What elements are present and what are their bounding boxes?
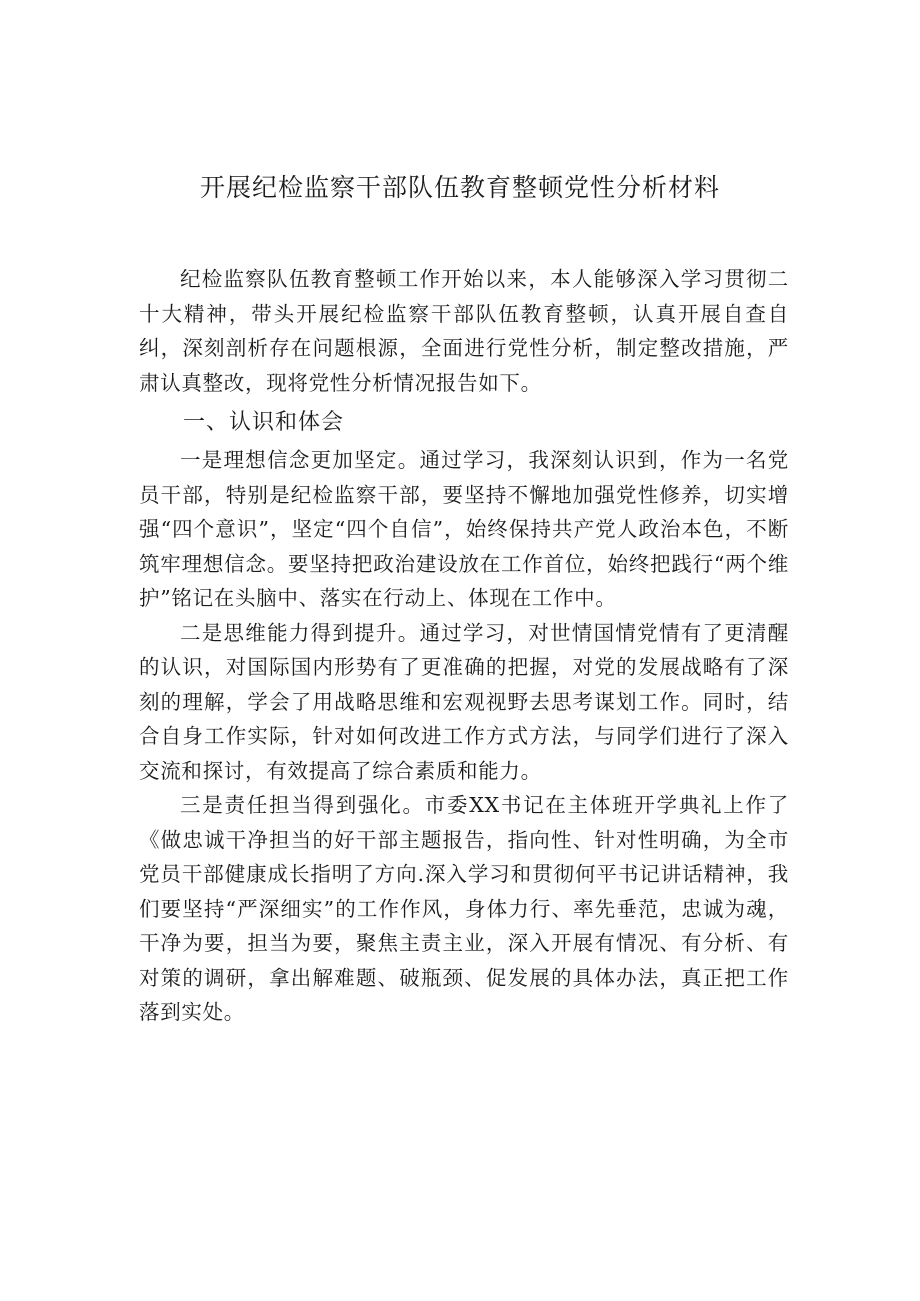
paragraph-2: 二是思维能力得到提升。通过学习，对世情国情党情有了更清醒的认识，对国际国内形势有了更准确的把握，对党的发展战略有了深刻的理解，学会了用战略思维和宏观视野去思考谋划工作。同时，结合自身工作实际，针对如何改进工作方式方法，与同学们进行了深入交流和探讨，有效提高了综合素质和能力。 — [139, 620, 789, 783]
section-heading-1: 一、认识和体会 — [183, 410, 345, 435]
intro-paragraph: 纪检监察队伍教育整顿工作开始以来，本人能够深入学习贯彻二十大精神，带头开展纪检监察干部队伍教育整顿，认真开展自查自纠，深刻剖析存在问题根源，全面进行党性分析，制定整改措施，严肃认真整改，现将党性分析情况报告如下。 — [139, 267, 789, 395]
document-body — [139, 262, 789, 1030]
paragraph-1: 一是理想信念更加坚定。通过学习，我深刻认识到，作为一名党员干部，特别是纪检监察干部，要坚持不懈地加强党性修养，切实增强“四个意识”，坚定“四个自信”，始终保持共产党人政治本色，不断筑牢理想信念。要坚持把政治建设放在工作首位，始终把践行“两个维护”铭记在头脑中、落实在行动上、体现在工作中。 — [139, 448, 789, 610]
paragraph-3: 三是责任担当得到强化。市委XX书记在主体班开学典礼上作了《做忠诚干净担当的好干部主题报告，指向性、针对性明确，为全市党员干部健康成长指明了方向.深入学习和贯彻何平书记讲话精神，我们要坚持“严深细实”的工作作风，身体力行、率先垂范，忠诚为魂，干净为要，担当为要，聚焦主责主业，深入开展有情况、有分析、有对策的调研，拿出解难题、破瓶颈、促发展的具体办法，真正把工作落到实处。 — [139, 793, 789, 1024]
document-title: 开展纪检监察干部队伍教育整顿党性分析材料 — [199, 173, 720, 202]
